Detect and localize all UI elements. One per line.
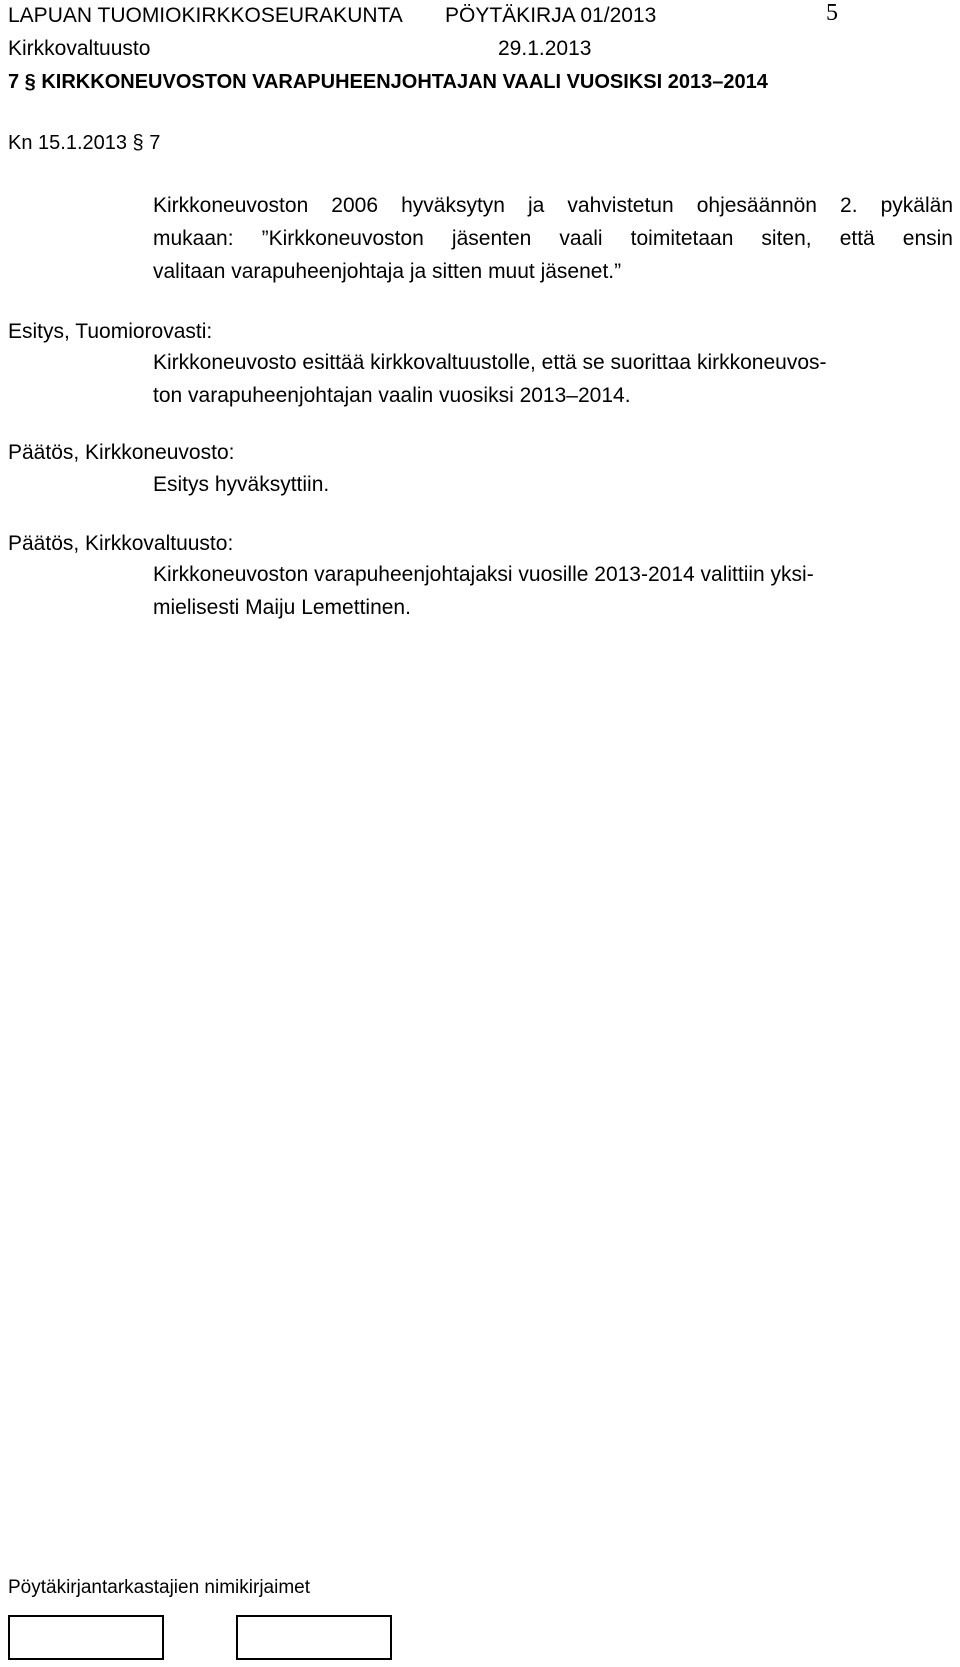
intro-line: Kirkkoneuvoston 2006 hyväksytyn ja vahvistetun ohjesäännön 2. pykälän: [153, 194, 953, 217]
page-number: 5: [826, 0, 838, 26]
signature-box-1[interactable]: [8, 1615, 164, 1660]
meeting-reference: Kn 15.1.2013 § 7: [8, 132, 161, 154]
intro-line: valitaan varapuheenjohtaja ja sitten muut jäsenet.”: [153, 260, 622, 283]
header-body: Kirkkovaltuusto: [8, 37, 151, 60]
council-decision-label: Päätös, Kirkkoneuvosto:: [8, 441, 235, 464]
assembly-decision-paragraph: [153, 558, 953, 624]
intro-line: mukaan: ”Kirkkoneuvoston jäsenten vaali toimitetaan siten, että ensin: [153, 227, 953, 250]
council-decision-text: Esitys hyväksyttiin.: [153, 473, 330, 496]
assembly-decision-line: Kirkkoneuvoston varapuheenjohtajaksi vuosille 2013-2014 valittiin yksi-: [153, 563, 814, 586]
signature-label: Pöytäkirjantarkastajien nimikirjaimet: [8, 1577, 310, 1598]
header-date: 29.1.2013: [498, 37, 592, 60]
header-doc-type: PÖYTÄKIRJA 01/2013: [445, 4, 657, 27]
assembly-decision-line: mielisesti Maiju Lemettinen.: [153, 596, 411, 619]
proposal-line: Kirkkoneuvosto esittää kirkkovaltuustolle, että se suorittaa kirkkoneuvos-: [153, 351, 827, 374]
intro-paragraph: [153, 189, 953, 288]
assembly-decision-label: Päätös, Kirkkovaltuusto:: [8, 532, 234, 555]
section-title: 7 § KIRKKONEUVOSTON VARAPUHEENJOHTAJAN VAALI VUOSIKSI 2013–2014: [8, 71, 768, 93]
proposal-label: Esitys, Tuomiorovasti:: [8, 320, 213, 343]
proposal-paragraph: [153, 346, 953, 412]
signature-box-2[interactable]: [236, 1615, 392, 1660]
header-organization: LAPUAN TUOMIOKIRKKOSEURAKUNTA: [8, 4, 403, 27]
proposal-line: ton varapuheenjohtajan vaalin vuosiksi 2013–2014.: [153, 384, 631, 407]
